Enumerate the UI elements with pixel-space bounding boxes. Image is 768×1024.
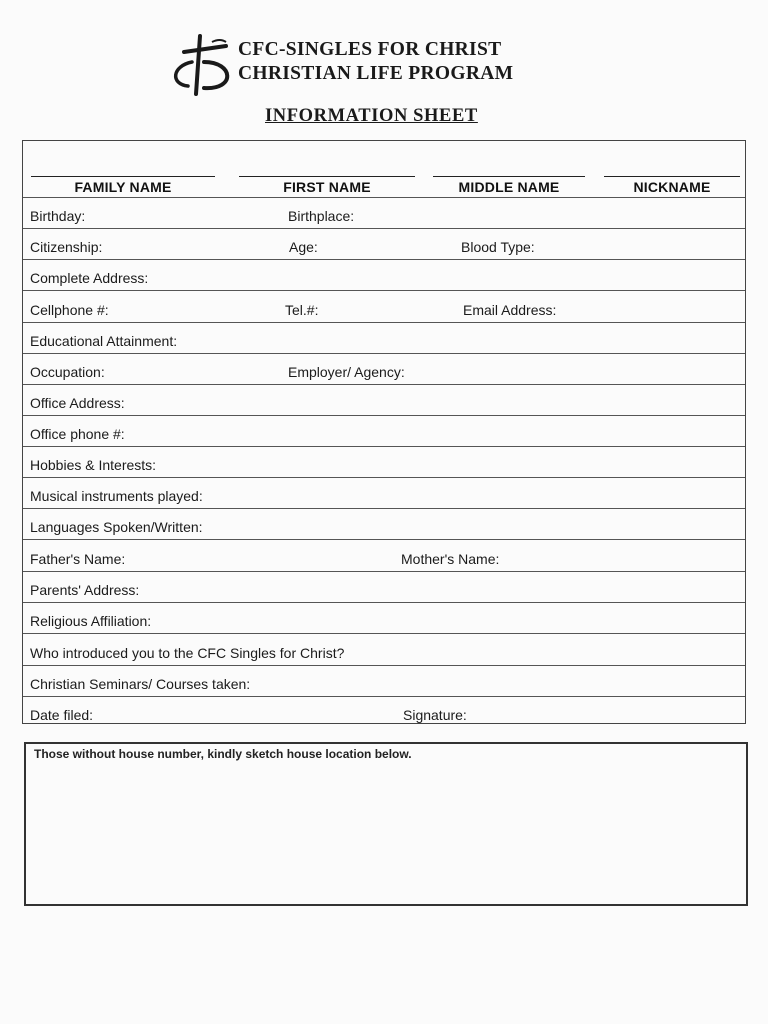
- sketch-instruction: Those without house number, kindly sketch house location below.: [34, 747, 412, 761]
- cellphone-label: Cellphone #:: [30, 302, 109, 318]
- languages-row[interactable]: [23, 508, 745, 540]
- hobbies-row[interactable]: [23, 446, 745, 478]
- birthday-label: Birthday:: [30, 208, 86, 224]
- email-label: Email Address:: [463, 302, 557, 318]
- employer-label: Employer/ Agency:: [288, 364, 405, 380]
- complete-address-label: Complete Address:: [30, 270, 149, 286]
- middle-name-label: MIDDLE NAME: [458, 179, 560, 195]
- first-name-field[interactable]: [239, 176, 415, 197]
- religion-row[interactable]: [23, 602, 745, 634]
- parents-row[interactable]: [23, 539, 745, 572]
- parents-address-label: Parents' Address:: [30, 582, 140, 598]
- mothers-name-label: Mother's Name:: [401, 551, 500, 567]
- age-label: Age:: [289, 239, 318, 255]
- office-address-label: Office Address:: [30, 395, 125, 411]
- date-signature-row[interactable]: [23, 696, 745, 724]
- religion-label: Religious Affiliation:: [30, 613, 152, 629]
- office-phone-label: Office phone #:: [30, 426, 125, 442]
- birthday-row[interactable]: [23, 197, 745, 229]
- nickname-label: NICKNAME: [633, 179, 711, 195]
- name-row: [23, 141, 745, 198]
- seminars-label: Christian Seminars/ Courses taken:: [30, 676, 251, 692]
- sheet-title: INFORMATION SHEET: [265, 106, 478, 126]
- blood-type-label: Blood Type:: [461, 239, 535, 255]
- occupation-label: Occupation:: [30, 364, 105, 380]
- languages-label: Languages Spoken/Written:: [30, 519, 203, 535]
- occupation-row[interactable]: [23, 353, 745, 385]
- first-name-label: FIRST NAME: [283, 179, 371, 195]
- family-name-label: FAMILY NAME: [74, 179, 172, 195]
- information-form: [22, 140, 746, 724]
- instruments-label: Musical instruments played:: [30, 488, 203, 504]
- education-label: Educational Attainment:: [30, 333, 178, 349]
- introducer-label: Who introduced you to the CFC Singles for Christ?: [30, 645, 345, 661]
- education-row[interactable]: [23, 322, 745, 354]
- house-sketch-area[interactable]: [24, 742, 748, 906]
- family-name-field[interactable]: [31, 176, 215, 197]
- citizenship-row[interactable]: [23, 228, 745, 260]
- introducer-row[interactable]: [23, 633, 745, 666]
- fathers-name-label: Father's Name:: [30, 551, 126, 567]
- parents-address-row[interactable]: [23, 571, 745, 603]
- hobbies-label: Hobbies & Interests:: [30, 457, 157, 473]
- org-name-line2: CHRISTIAN LIFE PROGRAM: [238, 63, 514, 84]
- middle-name-field[interactable]: [433, 176, 585, 197]
- tel-label: Tel.#:: [285, 302, 319, 318]
- contact-row[interactable]: [23, 290, 745, 323]
- signature-label: Signature:: [403, 707, 467, 723]
- instruments-row[interactable]: [23, 477, 745, 509]
- date-filed-label: Date filed:: [30, 707, 94, 723]
- org-name-line1: CFC-SINGLES FOR CHRIST: [238, 39, 502, 60]
- form-header: [0, 0, 768, 140]
- seminars-row[interactable]: [23, 665, 745, 697]
- citizenship-label: Citizenship:: [30, 239, 103, 255]
- cross-logo-icon: [168, 32, 240, 100]
- nickname-field[interactable]: [604, 176, 740, 197]
- complete-address-row[interactable]: [23, 259, 745, 291]
- office-address-row[interactable]: [23, 384, 745, 416]
- office-phone-row[interactable]: [23, 415, 745, 447]
- birthplace-label: Birthplace:: [288, 208, 355, 224]
